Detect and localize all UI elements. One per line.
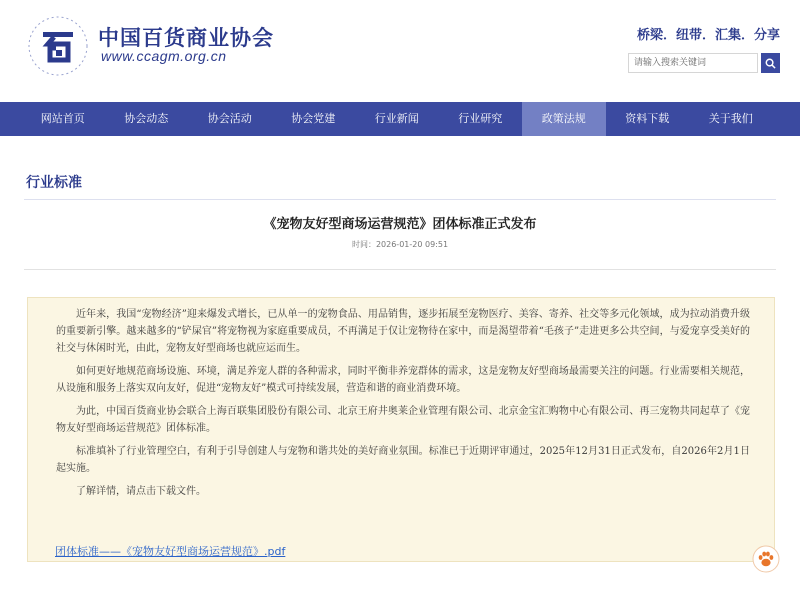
article-title: 《宠物友好型商场运营规范》团体标准正式发布 [263, 217, 537, 232]
main-nav [0, 102, 800, 136]
article-body [27, 297, 775, 562]
article-paragraph: 如何更好地规范商场设施、环境，满足养宠人群的各种需求，同时平衡非养宠群体的需求，这是宠物友好型商场最需要关注的问题。行业需要相关规范，从设施和服务上落实双向友好，促进“宠物友好”模式可持续发展，营造和谐的商业消费环境。 [56, 366, 750, 394]
article-paragraph: 了解详情，请点击下载文件。 [76, 486, 206, 497]
article-paragraph: 为此，中国百货商业协会联合上海百联集团股份有限公司、北京王府井奥莱企业管理有限公司、北京金宝汇购物中心有限公司、再三宠物共同起草了《宠物友好型商场运营规范》团体标准。 [56, 406, 750, 434]
paw-icon[interactable] [752, 545, 780, 573]
org-name: 中国百货商业协会 [98, 25, 274, 50]
nav-item-about-us[interactable]: 关于我们 [708, 112, 753, 125]
article-divider [24, 269, 776, 270]
section-divider [24, 199, 776, 200]
article-paragraph: 标准填补了行业管理空白，有利于引导创建人与宠物和谐共处的美好商业氛围。标准已于近期评审通过，2025年12月31日正式发布，自2026年2月1日起实施。 [56, 446, 750, 474]
nav-item-downloads[interactable]: 资料下载 [625, 112, 670, 125]
nav-item-party-building[interactable]: 协会党建 [291, 112, 336, 125]
article-time: 时间：2026-01-20 09:51 [351, 240, 449, 249]
org-url: www.ccagm.org.cn [101, 48, 227, 64]
nav-item-home[interactable]: 网站首页 [40, 112, 85, 125]
association-logo-icon[interactable] [26, 14, 90, 78]
site-header [0, 0, 800, 100]
search-button[interactable] [761, 53, 780, 73]
section-title: 行业标准 [26, 175, 82, 191]
article-paragraph: 近年来，我国“宠物经济”迎来爆发式增长，已从单一的宠物食品、用品销售，逐步拓展至宠物医疗、美容、寄养、社交等多元化领域，成为拉动消费升级的重要新引擎。越来越多的“铲屎官”将宠物视为家庭重要成员，不再满足于仅让宠物待在家中，而是渴望带着“毛孩子”走进更多公共空间，与爱宠享受美好的社交与休闲时光，由此，宠物友好型商场也就应运而生。 [56, 309, 750, 354]
nav-item-industry-research[interactable]: 行业研究 [458, 112, 503, 125]
nav-item-industry-news[interactable]: 行业新闻 [374, 112, 419, 125]
nav-item-association-news[interactable]: 协会动态 [124, 112, 169, 125]
search-icon [765, 58, 776, 69]
download-link[interactable]: 团体标准——《宠物友好型商场运营规范》.pdf [55, 545, 286, 558]
slogan: 桥梁．纽带．汇集．分享 [636, 28, 780, 43]
nav-item-policies[interactable]: 政策法规 [522, 102, 606, 136]
search-input[interactable] [628, 53, 758, 73]
nav-item-association-events[interactable]: 协会活动 [207, 112, 252, 125]
